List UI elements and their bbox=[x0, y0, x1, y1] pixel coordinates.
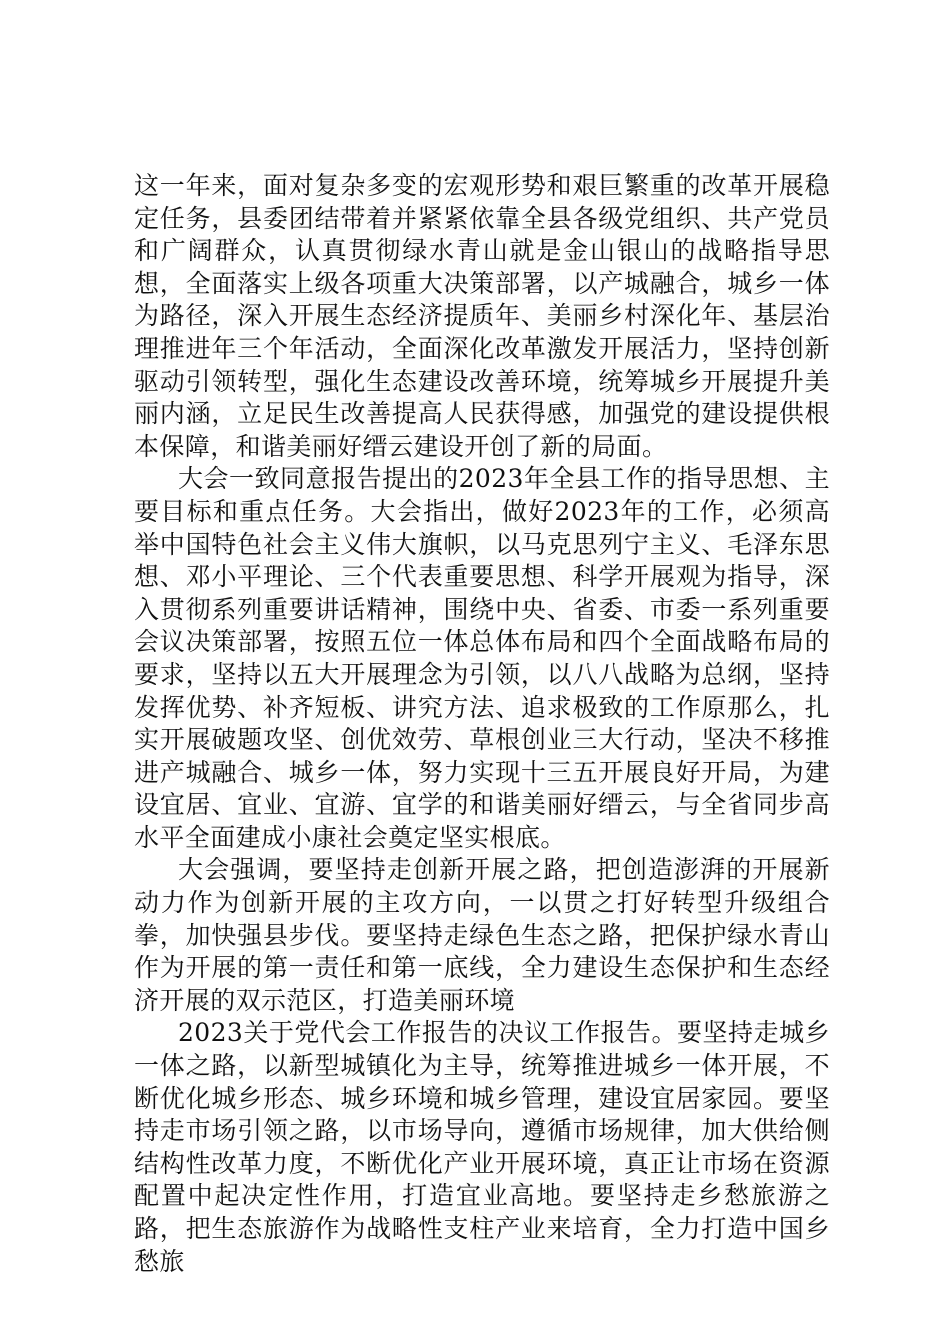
paragraph-1: 这一年来，面对复杂多变的宏观形势和艰巨繁重的改革开展稳定任务，县委团结带着并紧紧依靠全县各级党组织、共产党员和广阔群众，认真贯彻绿水青山就是金山银山的战略指导思想，全面落实上级各项重大决策部署，以产城融合，城乡一体为路径，深入开展生态经济提质年、美丽乡村深化年、基层治理推进年三个年活动，全面深化改革激发开展活力，坚持创新驱动引领转型，强化生态建设改善环境，统筹城乡开展提升美丽内涵，立足民生改善提高人民获得感，加强党的建设提供根本保障，和谐美丽好缙云建设开创了新的局面。 bbox=[134, 171, 830, 461]
paragraph-3: 大会强调，要坚持走创新开展之路，把创造澎湃的开展新动力作为创新开展的主攻方向，一以贯之打好转型升级组合拳，加快强县步伐。要坚持走绿色生态之路，把保护绿水青山作为开展的第一责任和第一底线，全力建设生态保护和生态经济开展的双示范区，打造美丽环境 bbox=[134, 855, 830, 1015]
paragraph-2: 大会一致同意报告提出的2023年全县工作的指导思想、主要目标和重点任务。大会指出，做好2023年的工作，必须高举中国特色社会主义伟大旗帜，以马克思列宁主义、毛泽东思想、邓小平理论、三个代表重要思想、科学开展观为指导，深入贯彻系列重要讲话精神，围绕中央、省委、市委一系列重要会议决策部署，按照五位一体总体布局和四个全面战略布局的要求，坚持以五大开展理念为引领，以八八战略为总纲，坚持发挥优势、补齐短板、讲究方法、追求极致的工作原那么，扎实开展破题攻坚、创优效劳、草根创业三大行动，坚决不移推进产城融合、城乡一体，努力实现十三五开展良好开局，为建设宜居、宜业、宜游、宜学的和谐美丽好缙云，与全省同步高水平全面建成小康社会奠定坚实根底。 bbox=[134, 464, 830, 852]
paragraph-4: 2023关于党代会工作报告的决议工作报告。要坚持走城乡一体之路，以新型城镇化为主导，统筹推进城乡一体开展，不断优化城乡形态、城乡环境和城乡管理，建设宜居家园。要坚持走市场引领之路，以市场导向，遵循市场规律，加大供给侧结构性改革力度，不断优化产业开展环境，真正让市场在资源配置中起决定性作用，打造宜业高地。要坚持走乡愁旅游之路，把生态旅游作为战略性支柱产业来培育，全力打造中国乡愁旅 bbox=[134, 1018, 830, 1276]
document-body bbox=[134, 170, 830, 1278]
